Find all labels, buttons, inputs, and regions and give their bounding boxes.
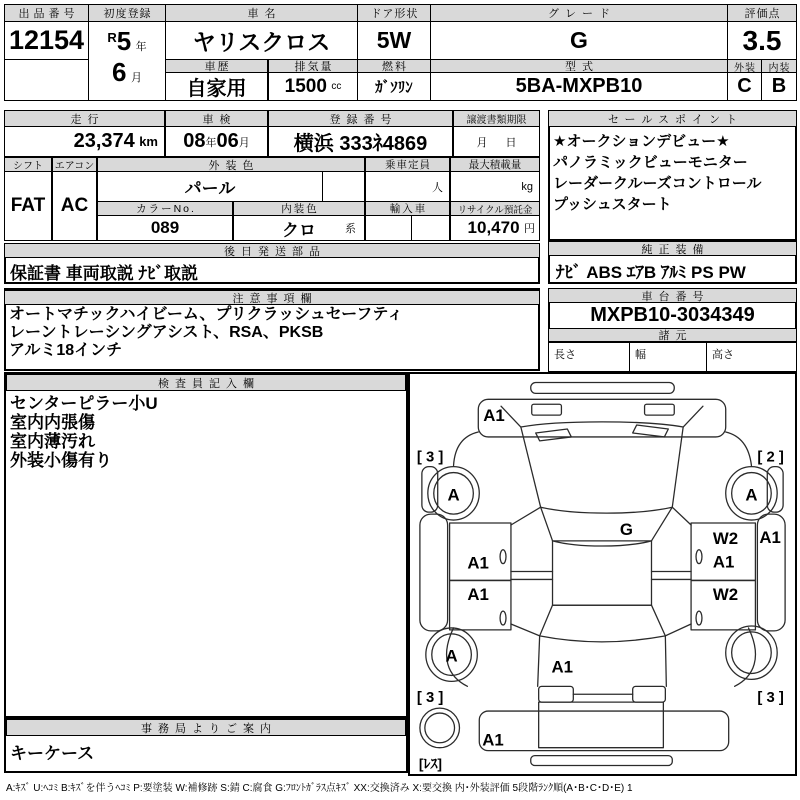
later-parts-label: 後日発送部品 — [4, 243, 540, 258]
left-rocker-panel — [420, 514, 448, 631]
front-right-fender — [726, 432, 752, 466]
damage-mark-[ﾚｽ]: [ﾚｽ] — [418, 755, 442, 772]
payload-unit: kg — [521, 180, 533, 193]
side-connector-left — [511, 507, 541, 525]
rear-window — [540, 605, 666, 642]
car-name-value: ヤリスクロス — [165, 21, 358, 60]
reg-year: 5 — [116, 26, 132, 56]
inspector-line: 室内薄汚れ — [10, 432, 95, 451]
transfer-month-unit: 月 — [476, 136, 488, 149]
damage-mark-W2: W2 — [712, 585, 739, 605]
notes-line: オートマチックハイビーム、プリクラッシュセーフティ — [9, 306, 404, 323]
displacement-value — [268, 72, 358, 101]
damage-mark-W2: W2 — [712, 528, 739, 548]
fuel-value: ｶﾞｿﾘﾝ — [357, 72, 431, 101]
inspector-lines — [10, 394, 400, 470]
color-no-value: 089 — [97, 215, 233, 241]
registration-number-label: 登録番号 — [268, 110, 453, 127]
exterior-color-label: 外装色 — [97, 157, 365, 172]
oem-equipment-label: 純正装備 — [548, 241, 797, 256]
spec-length-cell: 長さ — [548, 342, 630, 372]
exterior-grade-value: C — [727, 72, 762, 101]
damage-mark-[ 3 ]: [ 3 ] — [757, 690, 784, 707]
first-registration-label: 初度登録 — [88, 4, 166, 22]
shift-value: FAT — [4, 171, 52, 241]
mileage-unit: km — [139, 134, 158, 149]
color-no-label: カラーNo. — [97, 201, 233, 216]
damage-mark-A1: A1 — [759, 527, 781, 547]
sales-point-line: パノラミックビューモニター — [553, 154, 748, 171]
displacement-number: 1500 — [284, 75, 327, 97]
damage-mark-A: A — [445, 646, 458, 666]
damage-mark-A1: A1 — [712, 552, 735, 572]
aircon-value: AC — [52, 171, 97, 241]
lot-empty-cell — [4, 59, 89, 101]
inspector-line: 外装小傷有り — [10, 451, 112, 470]
chassis-number-label: 車台番号 — [548, 288, 797, 303]
front-top-strip — [531, 382, 675, 393]
front-bumper-hood — [478, 399, 725, 437]
damage-marks — [417, 406, 784, 771]
sales-point-line: レーダークルーズコントロール — [553, 175, 762, 192]
cowl-right — [651, 507, 672, 541]
car-name-label: 車名 — [165, 4, 358, 22]
door-shape-label: ドア形状 — [357, 4, 431, 22]
sales-point-lines — [553, 131, 793, 215]
office-value: キーケース — [10, 744, 95, 763]
rear-bumper — [479, 711, 728, 751]
car-damage-diagram — [410, 374, 795, 774]
oem-equipment-value: ﾅﾋﾞ ABS ｴｱB ｱﾙﾐ PS PW — [556, 263, 746, 282]
a-pillar-right — [683, 406, 703, 427]
month-unit: 月 — [130, 72, 142, 84]
headlight-left — [532, 404, 562, 415]
spare-tire — [420, 708, 460, 748]
lot-number-label: 出品番号 — [4, 4, 89, 22]
inspector-line: センターピラー小U — [10, 394, 158, 413]
inspection-month-unit: 月 — [238, 136, 250, 149]
exterior-color-empty-cell — [322, 171, 365, 202]
wiper-left — [536, 429, 572, 441]
interior-grade-label: 内装 — [761, 59, 797, 73]
notes-line: アルミ18インチ — [9, 342, 123, 359]
damage-mark-A1: A1 — [483, 406, 505, 426]
spare-tire-inner — [425, 713, 455, 743]
later-parts-value: 保証書 車両取説 ﾅﾋﾞ取説 — [10, 264, 198, 283]
roof-panel — [553, 541, 652, 605]
recycle-fee: 10,470 — [467, 218, 520, 237]
door-shape-value: 5W — [357, 21, 431, 60]
interior-grade-value: B — [761, 72, 797, 101]
office-label: 事務局よりご案内 — [6, 719, 406, 736]
headlight-right — [645, 404, 675, 415]
sales-point-line: プッシュスタート — [553, 196, 672, 213]
damage-mark-A1: A1 — [467, 553, 489, 573]
damage-mark-[ 2 ]: [ 2 ] — [757, 449, 784, 466]
payload-label: 最大積載量 — [450, 157, 540, 172]
inspection-year-unit: 年 — [205, 136, 217, 149]
import-empty-cell-2 — [411, 215, 450, 241]
rear-right-fender — [735, 628, 756, 686]
mileage-number: 23,374 — [73, 130, 135, 152]
exterior-grade-label: 外装 — [727, 59, 762, 73]
door-handle — [500, 550, 506, 564]
door-handle — [696, 550, 702, 564]
damage-mark-A1: A1 — [482, 730, 504, 750]
interior-color-label: 内装色 — [233, 201, 365, 216]
interior-color-value — [233, 215, 365, 241]
grade-value: G — [430, 21, 728, 60]
wiper-right — [633, 425, 669, 437]
fuel-label: 燃料 — [357, 59, 431, 73]
grade-label: グレード — [430, 4, 728, 22]
car-history-label: 車歴 — [165, 59, 268, 73]
model-code-label: 型式 — [430, 59, 728, 73]
damage-mark-A: A — [447, 485, 460, 505]
first-registration-value — [88, 21, 166, 101]
displacement-label: 排気量 — [268, 59, 358, 73]
damage-mark-A1: A1 — [551, 657, 574, 677]
displacement-unit: cc — [331, 81, 342, 92]
sales-point-label: セールスポイント — [548, 110, 797, 127]
inspection-value — [165, 126, 268, 157]
inspector-line: 室内内張傷 — [10, 413, 95, 432]
score-label: 評価点 — [727, 4, 797, 22]
damage-mark-A1: A1 — [467, 585, 489, 605]
damage-mark-[ 3 ]: [ 3 ] — [416, 449, 444, 466]
spec-height-cell: 高さ — [706, 342, 797, 372]
capacity-value — [365, 171, 450, 202]
import-empty-cell-1 — [365, 215, 412, 241]
rear-bottom-strip — [531, 756, 673, 766]
windshield — [521, 422, 683, 513]
inspection-year: 08 — [183, 130, 206, 152]
door-handle — [696, 611, 702, 625]
cowl-left — [541, 507, 553, 541]
recycle-deposit-label: リサイクル預託金 — [450, 201, 540, 216]
recycle-unit: 円 — [524, 223, 535, 235]
reg-month: 6 — [112, 57, 127, 87]
damage-mark-A: A — [745, 485, 758, 505]
era-code: R — [107, 30, 117, 45]
mileage-label: 走行 — [4, 110, 165, 127]
mileage-value — [4, 126, 165, 157]
recycle-deposit-value — [450, 215, 540, 241]
sales-point-line: ★オークションデビュー★ — [553, 133, 730, 150]
shift-label: シフト — [4, 157, 52, 172]
payload-value — [450, 171, 540, 202]
interior-color-suffix: 系 — [345, 223, 356, 235]
lot-number-value: 12154 — [4, 21, 89, 60]
notes-label: 注意事項欄 — [4, 290, 540, 305]
tail-light-right — [633, 686, 666, 702]
interior-color-name: クロ — [282, 220, 316, 240]
capacity-label: 乗車定員 — [365, 157, 450, 172]
model-code-value: 5BA-MXPB10 — [430, 72, 728, 101]
aircon-label: エアコン — [52, 157, 97, 172]
score-value: 3.5 — [727, 21, 797, 60]
notes-line: レーントレーシングアシスト、RSA、PKSB — [9, 324, 324, 341]
notes-lines — [9, 306, 529, 360]
registration-number-value: 横浜 333ﾈ4869 — [268, 126, 453, 157]
side-connector-right — [672, 507, 691, 525]
spec-width-cell: 幅 — [629, 342, 707, 372]
transfer-deadline-label: 譲渡書類期限 — [453, 110, 540, 127]
capacity-unit: 人 — [432, 181, 443, 194]
legend-text: A:ｷｽﾞ U:ﾍｺﾐ B:ｷｽﾞを伴うﾍｺﾐ P:要塗装 W:補修跡 S:錆 C:腐食 G:ﾌﾛﾝﾄｶﾞﾗｽ点ｷｽﾞ XX:交換済み X:要交換 内･外装評価 5段階ﾗﾝｸ順(A･B･C･D･E) 1 — [6, 783, 633, 794]
transfer-day-unit: 日 — [505, 136, 517, 149]
roof-front-edge — [553, 541, 652, 546]
chassis-number-value: MXPB10-3034349 — [590, 304, 755, 326]
inspection-label: 車検 — [165, 110, 268, 127]
rear-right-wheel-inner — [732, 632, 772, 674]
inspection-month: 06 — [216, 130, 239, 152]
damage-mark-[ 3 ]: [ 3 ] — [416, 690, 444, 707]
exterior-color-value: パール — [97, 171, 323, 202]
import-label: 輸入車 — [365, 201, 450, 216]
door-handle — [500, 611, 506, 625]
specs-label: 諸元 — [548, 328, 797, 342]
door-gap-lines — [511, 572, 691, 580]
transfer-deadline-value — [453, 126, 540, 157]
car-history-value: 自家用 — [165, 72, 268, 101]
damage-mark-G: G — [619, 519, 633, 539]
inspector-label: 検査員記入欄 — [6, 374, 406, 391]
tail-light-left — [539, 686, 574, 702]
year-unit: 年 — [135, 41, 147, 53]
tailgate — [539, 702, 664, 748]
front-left-fender — [454, 432, 479, 466]
